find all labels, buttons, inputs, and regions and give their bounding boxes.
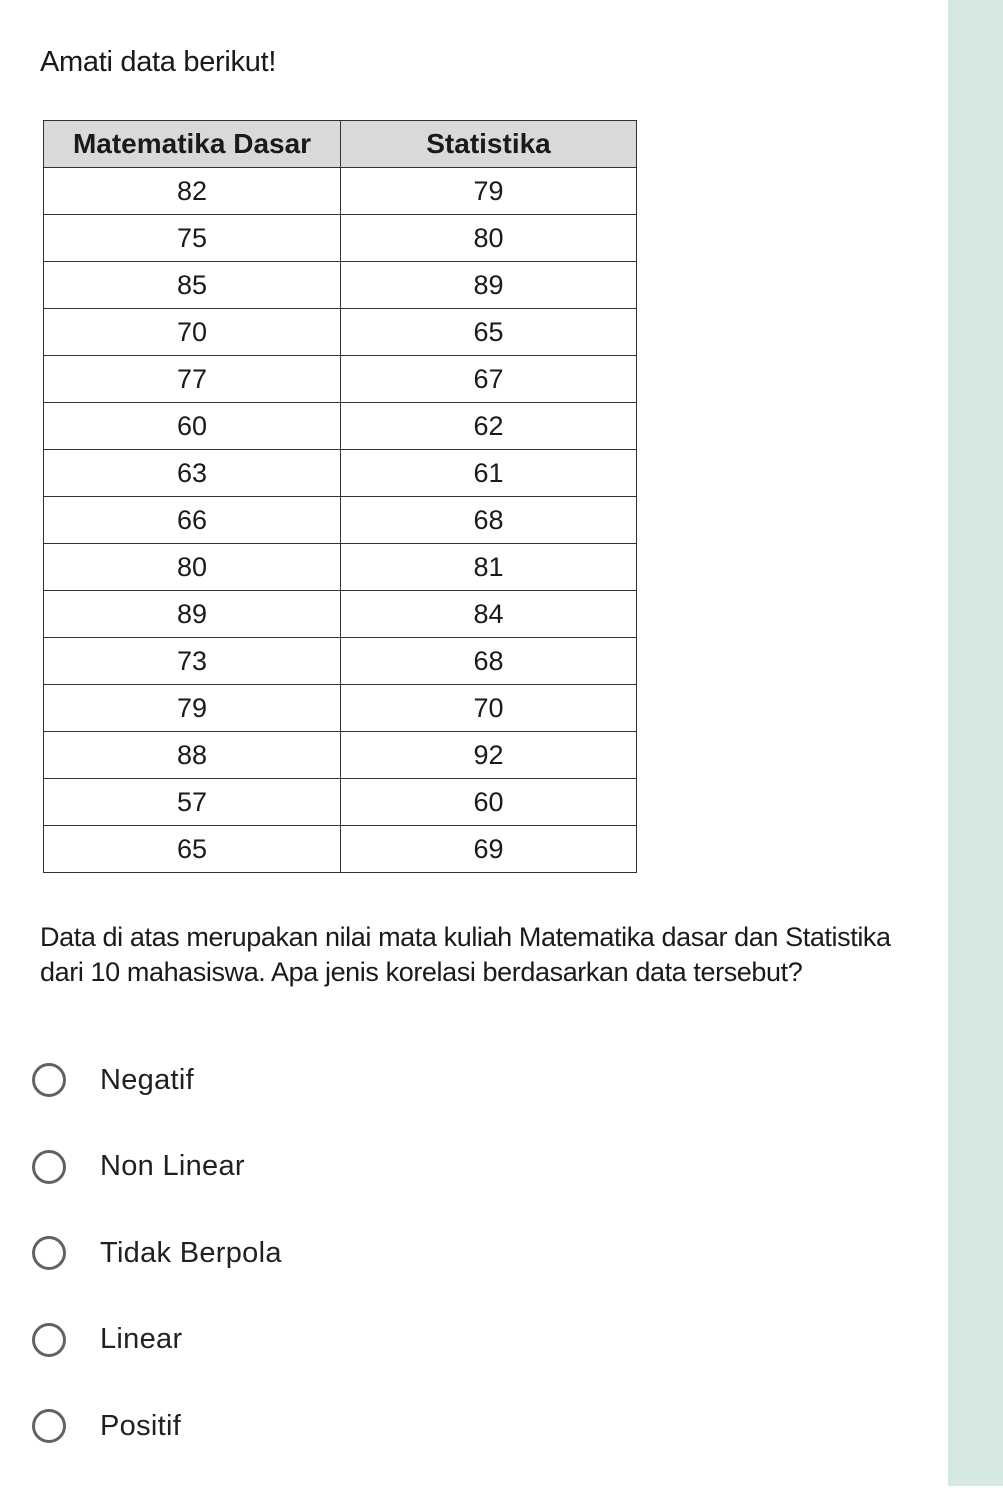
cell-matematika-dasar: 70: [44, 309, 341, 356]
table-row: [44, 497, 637, 544]
cell-statistika: 62: [341, 403, 637, 450]
cell-matematika-dasar: 73: [44, 638, 341, 685]
radio-button[interactable]: [32, 1236, 66, 1270]
option-linear[interactable]: [32, 1315, 282, 1365]
radio-button[interactable]: [32, 1409, 66, 1443]
cell-matematika-dasar: 89: [44, 591, 341, 638]
cell-matematika-dasar: 79: [44, 685, 341, 732]
cell-statistika: 69: [341, 826, 637, 873]
option-positif[interactable]: [32, 1401, 282, 1451]
column-header-statistika: Statistika: [341, 121, 637, 168]
cell-matematika-dasar: 80: [44, 544, 341, 591]
radio-button[interactable]: [32, 1063, 66, 1097]
cell-matematika-dasar: 65: [44, 826, 341, 873]
cell-matematika-dasar: 63: [44, 450, 341, 497]
cell-statistika: 68: [341, 497, 637, 544]
table-row: [44, 356, 637, 403]
answer-options: [32, 1055, 282, 1488]
cell-matematika-dasar: 82: [44, 168, 341, 215]
cell-statistika: 80: [341, 215, 637, 262]
radio-button[interactable]: [32, 1150, 66, 1184]
cell-matematika-dasar: 88: [44, 732, 341, 779]
table-row: [44, 309, 637, 356]
cell-matematika-dasar: 60: [44, 403, 341, 450]
question-text: Data di atas merupakan nilai mata kuliah Matematika dasar dan Statistika dari 10 mahasiswa. Apa jenis korelasi berdasarkan data tersebut?: [40, 922, 891, 987]
table-row: [44, 262, 637, 309]
column-header-matematika-dasar: Matematika Dasar: [44, 121, 341, 168]
radio-button[interactable]: [32, 1323, 66, 1357]
cell-statistika: 65: [341, 309, 637, 356]
cell-statistika: 68: [341, 638, 637, 685]
cell-statistika: 84: [341, 591, 637, 638]
cell-statistika: 89: [341, 262, 637, 309]
cell-statistika: 81: [341, 544, 637, 591]
table-row: [44, 779, 637, 826]
cell-matematika-dasar: 85: [44, 262, 341, 309]
option-label: Linear: [100, 1323, 183, 1355]
cell-matematika-dasar: 57: [44, 779, 341, 826]
table-row: [44, 450, 637, 497]
data-table: [43, 120, 637, 873]
option-tidak-berpola[interactable]: [32, 1228, 282, 1278]
cell-matematika-dasar: 75: [44, 215, 341, 262]
cell-matematika-dasar: 77: [44, 356, 341, 403]
cell-statistika: 67: [341, 356, 637, 403]
table-row: [44, 732, 637, 779]
option-negatif[interactable]: [32, 1055, 282, 1105]
table-row: [44, 544, 637, 591]
table-header-row: [44, 121, 637, 168]
cell-statistika: 70: [341, 685, 637, 732]
table-row: [44, 591, 637, 638]
cell-matematika-dasar: 66: [44, 497, 341, 544]
option-label: Positif: [100, 1409, 182, 1442]
option-non-linear[interactable]: [32, 1142, 282, 1192]
table-row: [44, 638, 637, 685]
side-panel: [948, 0, 1003, 1486]
option-label: Negatif: [100, 1063, 194, 1096]
table-row: [44, 685, 637, 732]
cell-statistika: 79: [341, 168, 637, 215]
table-row: [44, 168, 637, 215]
intro-text: Amati data berikut!: [40, 46, 277, 78]
table-row: [44, 403, 637, 450]
option-label: Non Linear: [100, 1150, 245, 1182]
option-label: Tidak Berpola: [100, 1236, 282, 1269]
table-row: [44, 215, 637, 262]
cell-statistika: 61: [341, 450, 637, 497]
table-row: [44, 826, 637, 873]
cell-statistika: 60: [341, 779, 637, 826]
cell-statistika: 92: [341, 732, 637, 779]
